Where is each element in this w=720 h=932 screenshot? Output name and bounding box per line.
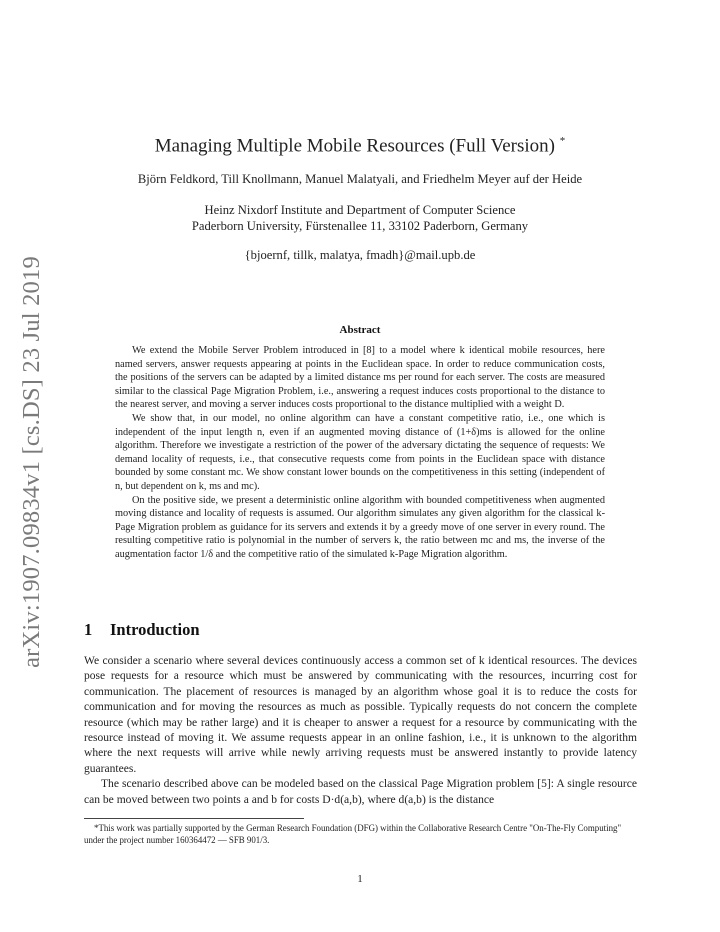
body-paragraph: We consider a scenario where several devices continuously access a common set of k identical resources. The devices pose requests for a resource which must be answered by communicating with the resources, incurring cost for communication. The placement of resources is managed by an algorithm whose goal it is to reduce the costs for communication and for moving the resources as much as possible. Typically requests do not concern the complete resource (which may be rather large) and it is cheaper to answer a request for a resource by communicating with the resource instead of moving it. We assume requests appear in an online fashion, i.e., it is unknown to the algorithm where the next requests will arrive while newly arriving requests must be answered instantly to provide latency guarantees. <box>84 655 637 775</box>
section-title: Introduction <box>110 620 200 639</box>
title-footnote-mark: * <box>559 135 566 147</box>
paper-title <box>84 128 636 159</box>
section-body <box>84 654 637 808</box>
arxiv-stamp <box>0 256 64 668</box>
abstract-heading: Abstract <box>339 324 381 336</box>
page-number: 1 <box>357 873 363 885</box>
footnote-rule <box>84 818 304 819</box>
author-emails: {bjoernf, tillk, malatya, fmadh}@mail.upb.de <box>244 248 476 262</box>
section-number: 1 <box>84 620 93 639</box>
abstract-paragraph: We show that, in our model, no online algorithm can have a constant competitive ratio, i.e., one which is independent of the input length n, even if an augmented moving distance of (1+δ)ms is allowed for the online algorithm. Therefore we investigate a restriction of the power of the adversary dictating the sequence of requests: We demand locality of requests, i.e., that consecutive requests come from points in the Euclidean space with distance bounded by some constant mc. We show constant lower bounds on the competitiveness in this setting (independent of n, but dependent on k, ms and mc). <box>115 412 605 492</box>
author-list: Björn Feldkord, Till Knollmann, Manuel Malatyali, and Friedhelm Meyer auf der Heide <box>137 172 583 186</box>
abstract-paragraph: On the positive side, we present a deterministic online algorithm with bounded competitiveness when augmented moving distance and locality of requests is assumed. Our algorithm simulates any given algorithm for the classical k-Page Migration problem as guidance for its servers and extends it by a greedy move of one server in every round. The resulting competitive ratio is polynomial in the number of servers k, the ratio between mc and ms, the inverse of the augmentation factor 1/δ and the competitive ratio of the simulated k-Page Migration algorithm. <box>115 494 605 560</box>
footnote: *This work was partially supported by the German Research Foundation (DFG) within the Collaborative Research Centre "On-The-Fly Computing" under the project number 160364472 — SFB 901/3. <box>84 823 622 845</box>
section-heading <box>84 620 636 640</box>
affiliation-line-2: Paderborn University, Fürstenallee 11, 33102 Paderborn, Germany <box>191 219 529 233</box>
abstract-body <box>115 344 605 562</box>
abstract-paragraph: We extend the Mobile Server Problem introduced in [8] to a model where k identical mobile resources, here named servers, answer requests appearing at points in the Euclidean space. In order to reduce communication costs, the positions of the servers can be adapted by a limited distance ms per round for each server. The costs are measured similar to the classical Page Migration Problem, i.e., answering a request induces costs proportional to the distance to the nearest server, and moving a server induces costs proportional to the distance multiplied with a weight D. <box>115 345 605 411</box>
title-text: Managing Multiple Mobile Resources (Full Version) <box>154 135 555 157</box>
affiliation-line-1: Heinz Nixdorf Institute and Department of Computer Science <box>204 203 516 217</box>
body-paragraph: The scenario described above can be modeled based on the classical Page Migration problem [5]: A single resource can be moved between two points a and b for costs D·d(a,b), where d(a,b) is the distance <box>84 778 637 806</box>
arxiv-identifier: arXiv:1907.09834v1 [cs.DS] 23 Jul 2019 <box>18 256 45 668</box>
